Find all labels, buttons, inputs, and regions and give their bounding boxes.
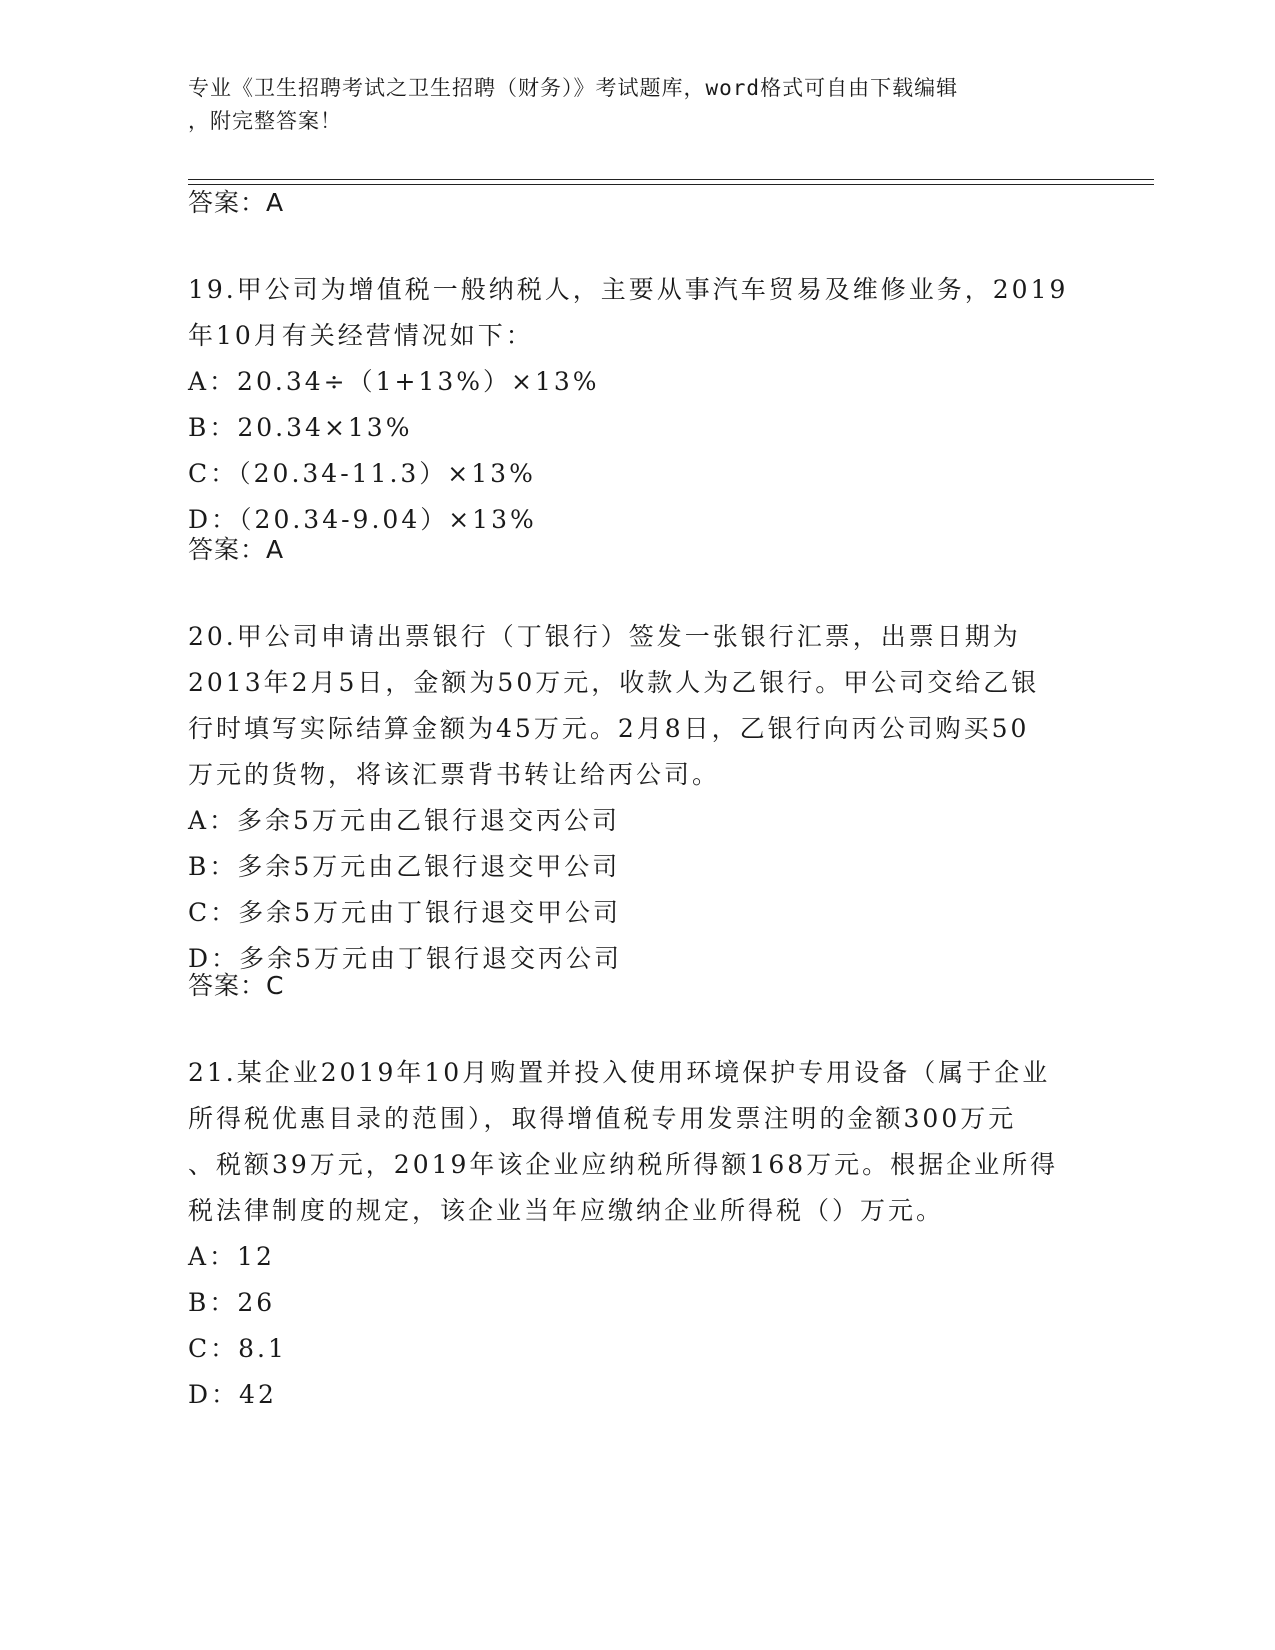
question-20-option-b: B：多余5万元由乙银行退交甲公司 bbox=[188, 852, 621, 881]
question-20-stem-3: 行时填写实际结算金额为45万元。2月8日，乙银行向丙公司购买50 bbox=[188, 714, 1030, 743]
question-19-option-a: A：20.34÷（1+13%）×13% bbox=[188, 367, 600, 396]
question-19-option-c: C：（20.34-11.3）×13% bbox=[188, 459, 536, 488]
header-rule-top bbox=[188, 179, 1154, 180]
page-header bbox=[188, 72, 1068, 138]
question-19-option-d: D：（20.34-9.04）×13% bbox=[188, 505, 537, 534]
question-21-stem-1: 21.某企业2019年10月购置并投入使用环境保护专用设备（属于企业 bbox=[188, 1058, 1051, 1087]
question-21-option-d: D：42 bbox=[188, 1380, 277, 1409]
question-20-stem-4: 万元的货物，将该汇票背书转让给丙公司。 bbox=[188, 760, 721, 789]
question-20 bbox=[188, 614, 1088, 982]
question-19-option-b: B：20.34×13% bbox=[188, 413, 413, 442]
header-line-2: ，附完整答案！ bbox=[188, 109, 342, 133]
header-line-1: 专业《卫生招聘考试之卫生招聘（财务）》考试题库，word格式可自由下载编辑 bbox=[188, 76, 959, 100]
answer-19: 答案：A bbox=[188, 535, 285, 564]
header-rule-bottom bbox=[188, 184, 1154, 185]
question-19-stem-1: 19.甲公司为增值税一般纳税人，主要从事汽车贸易及维修业务，2019 bbox=[188, 275, 1069, 304]
answer-18: 答案：A bbox=[188, 188, 285, 217]
question-20-stem-2: 2013年2月5日，金额为50万元，收款人为乙银行。甲公司交给乙银 bbox=[188, 668, 1040, 697]
question-21 bbox=[188, 1050, 1088, 1418]
question-21-option-c: C：8.1 bbox=[188, 1334, 287, 1363]
question-20-stem-1: 20.甲公司申请出票银行（丁银行）签发一张银行汇票，出票日期为 bbox=[188, 622, 1021, 651]
question-21-option-a: A：12 bbox=[188, 1242, 275, 1271]
question-19-stem-2: 年10月有关经营情况如下： bbox=[188, 321, 534, 350]
answer-20: 答案：C bbox=[188, 971, 285, 1000]
question-19 bbox=[188, 267, 1088, 543]
question-21-option-b: B：26 bbox=[188, 1288, 276, 1317]
question-20-option-c: C：多余5万元由丁银行退交甲公司 bbox=[188, 898, 622, 927]
question-20-option-a: A：多余5万元由乙银行退交丙公司 bbox=[188, 806, 620, 835]
question-21-stem-2: 所得税优惠目录的范围），取得增值税专用发票注明的金额300万元 bbox=[188, 1104, 1017, 1133]
question-21-stem-4: 税法律制度的规定，该企业当年应缴纳企业所得税（）万元。 bbox=[188, 1196, 945, 1225]
question-21-stem-3: 、税额39万元，2019年该企业应纳税所得额168万元。根据企业所得 bbox=[188, 1150, 1059, 1179]
question-20-option-d: D：多余5万元由丁银行退交丙公司 bbox=[188, 944, 622, 973]
